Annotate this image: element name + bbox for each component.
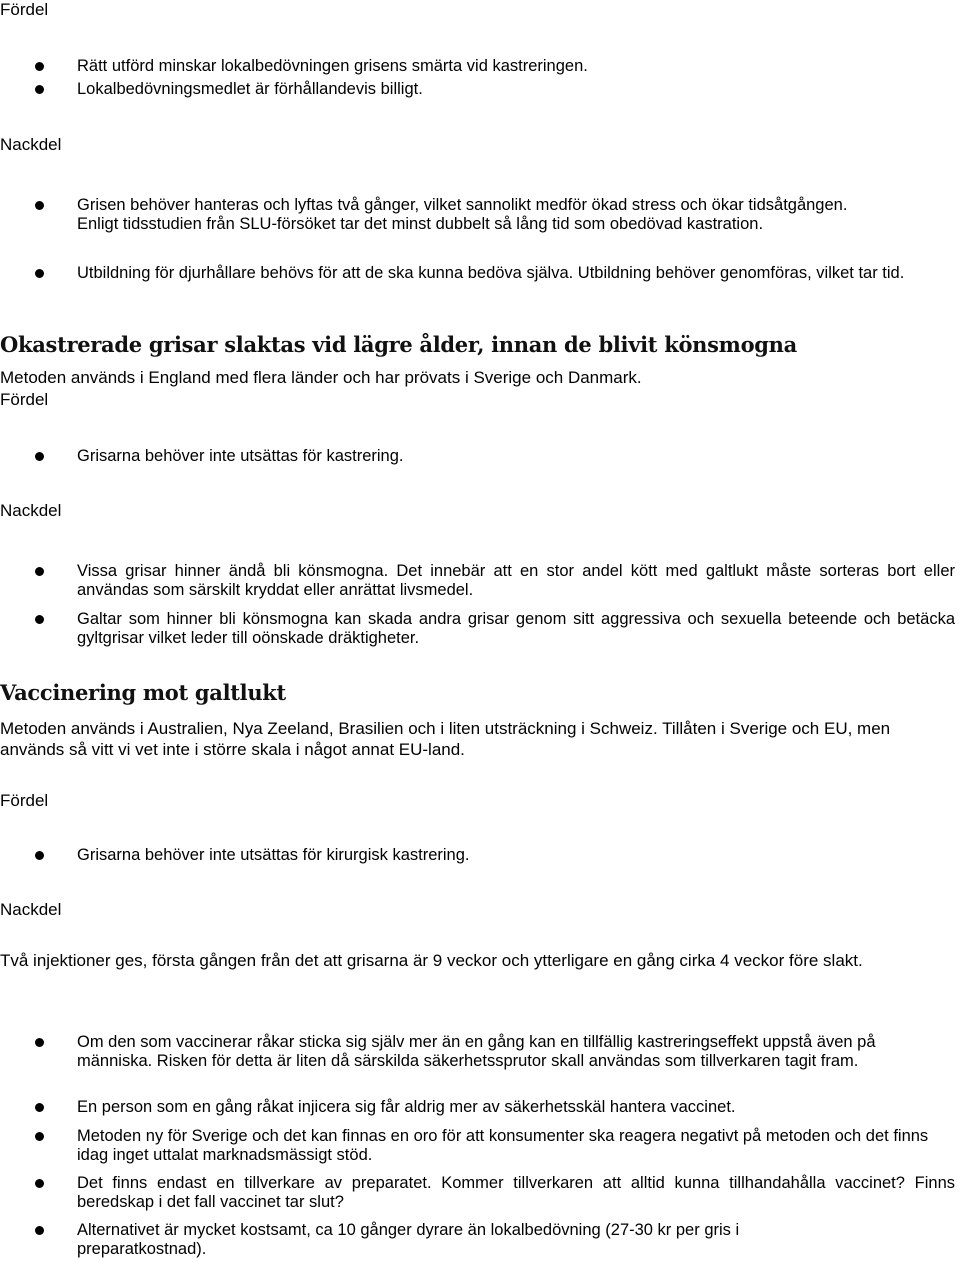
bullet-icon — [35, 1132, 44, 1141]
list-item-text: Utbildning för djurhållare behövs för att de ska kunna bedöva själva. Utbildning behöver genomföras, vilket tar tid. — [77, 264, 905, 282]
bullet-icon — [35, 1103, 44, 1112]
bullet-icon — [35, 85, 44, 94]
bullet-icon — [35, 1226, 44, 1235]
list-item-text: En person som en gång råkat injicera sig får aldrig mer av säkerhetsskäl hantera vaccinet. — [77, 1098, 736, 1116]
bullet-icon — [35, 567, 44, 576]
fordel-label: Fördel — [0, 0, 49, 19]
list-item-text: Lokalbedövningsmedlet är förhållandevis billigt. — [77, 80, 423, 98]
list-item-text: Metoden ny för Sverige och det kan finnas en oro för att konsumenter ska reagera negativt på metoden och det finns idag inget uttalat marknadsmässigt stöd. — [77, 1127, 929, 1164]
bullet-icon — [35, 1179, 44, 1188]
list-item-text: Det finns endast en tillverkare av preparatet. Kommer tillverkaren att alltid kunna tillhandahålla vaccinet? Finns beredskap i det fall vaccinet tar slut? — [77, 1174, 955, 1211]
nackdel-intro: Två injektioner ges, första gången från det att grisarna är 9 veckor och ytterligare en gång cirka 4 veckor före slakt. — [0, 951, 863, 970]
section-heading: Vaccinering mot galtlukt — [0, 680, 286, 705]
list-item-text: Alternativet är mycket kostsamt, ca 10 gånger dyrare än lokalbedövning (27-30 kr per gris i preparatkostnad). — [77, 1221, 740, 1258]
bullet-icon — [35, 452, 44, 461]
list-item-text: Grisarna behöver inte utsättas för kirurgisk kastrering. — [77, 846, 470, 864]
section-intro: Metoden används i Australien, Nya Zeeland, Brasilien och i liten utsträckning i Schweiz. Tillåten i Sverige och EU, men används så vitt vi vet inte i större skala i något annat EU-land. — [0, 719, 891, 759]
section-heading: Okastrerade grisar slaktas vid lägre ålder, innan de blivit könsmogna — [0, 332, 797, 357]
list-item-text: Grisarna behöver inte utsättas för kastrering. — [77, 447, 404, 465]
list-item-text: Rätt utförd minskar lokalbedövningen grisens smärta vid kastreringen. — [77, 57, 588, 75]
list-item-text: Om den som vaccinerar råkar sticka sig själv mer än en gång kan en tillfällig kastreringseffekt uppstå även på människa. Risken för detta är liten då särskilda säkerhetssprutor skall användas som tillverkaren tagit fram. — [77, 1033, 876, 1070]
section-intro: Metoden används i England med flera länder och har prövats i Sverige och Danmark. — [0, 368, 642, 387]
nackdel-label: Nackdel — [0, 135, 62, 154]
bullet-icon — [35, 201, 44, 210]
fordel-label: Fördel — [0, 791, 49, 810]
fordel-label: Fördel — [0, 390, 49, 409]
bullet-icon — [35, 851, 44, 860]
bullet-icon — [35, 1038, 44, 1047]
bullet-icon — [35, 269, 44, 278]
bullet-icon — [35, 615, 44, 624]
list-item-text: Grisen behöver hanteras och lyftas två gånger, vilket sannolikt medför ökad stress och ökar tidsåtgången. Enligt tidsstudien från SLU-försöket tar det minst dubbelt så lång tid som obedövad kastration. — [77, 196, 848, 233]
nackdel-label: Nackdel — [0, 900, 62, 919]
bullet-icon — [35, 62, 44, 71]
list-item-text: Vissa grisar hinner ändå bli könsmogna. Det innebär att en stor andel kött med galtlukt måste sorteras bort eller användas som särskilt kryddat eller anrättat livsmedel. — [77, 562, 955, 599]
nackdel-label: Nackdel — [0, 501, 62, 520]
list-item-text: Galtar som hinner bli könsmogna kan skada andra grisar genom sitt aggressiva och sexuella beteende och betäcka gyltgrisar vilket leder till oönskade dräktigheter. — [77, 610, 955, 647]
